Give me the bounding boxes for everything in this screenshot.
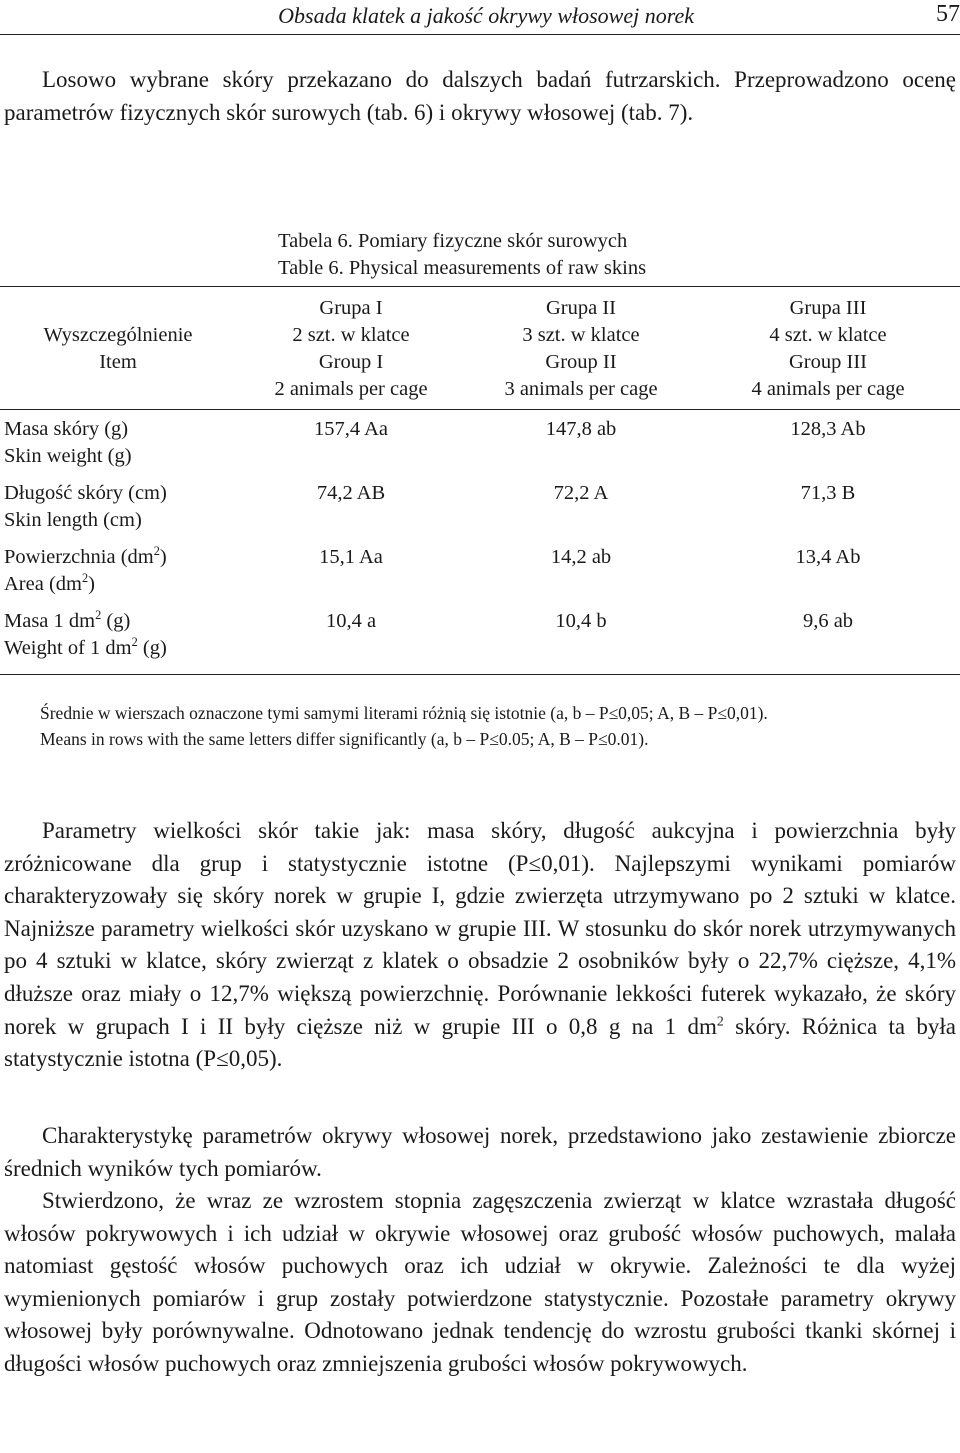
table-footnote-en: Means in rows with the same letters differ significantly (a, b – P≤0.05; A, B – P≤0.01). <box>40 729 649 749</box>
table-caption-en: Table 6. Physical measurements of raw skins <box>278 257 647 279</box>
item-column-header: Wyszczególnienie Item <box>43 324 193 373</box>
table-header-row <box>0 287 960 410</box>
table-row <box>0 410 960 481</box>
body-paragraph-1: Parametry wielkości skór takie jak: masa skóry, długość aukcyjna i powierzchnia były zróżnicowane dla grup i statystycznie istotne (P≤0,01). Najlepszymi wynikami pomiarów charakteryzowały się skóry norek w grupie I, gdzie zwierzęta utrzymywano po 2 sztuki w klatce. Najniższe parametry wielkości skór uzyskano w grupie III. W stosunku do skór norek utrzymywanych po 4 sztuki w klatce, skóry zwierząt z klatek o obsadzie 2 osobników były o 22,7% cięższe, 4,1% dłuższe oraz miały o 12,7% większą powierzchnię. Porównanie lekkości futerek wykazało, że skóry norek w grupach I i II były cięższe niż w grupie III o 0,8 g na 1 $dm^2$ skóry. Różnica ta była statystycznie istotna (P≤0,05). <box>4 818 956 1072</box>
cell-value: 74,2 AB <box>316 482 386 504</box>
table-footnote-pl: Średnie w wierszach oznaczone tymi samymi literami różnią się istotnie (a, b – P≤0,05; A, B – P≤0,01). <box>40 703 768 723</box>
cell-value: 13,4 Ab <box>795 546 861 568</box>
cell-value: 147,8 ab <box>545 418 617 440</box>
cell-value: 14,2 ab <box>550 546 612 568</box>
cell-value: 10,4 b <box>555 610 607 632</box>
body-paragraph-3: Stwierdzono, że wraz ze wzrostem stopnia zagęszczenia zwierząt w klatce wzrastała długość włosów pokrywowych i ich udział w okrywie włosowej oraz grubość włosów puchowych, malała natomiast gęstość włosów puchowych oraz ich udział w okrywie. Zależności te dla wyżej wymienionych pomiarów i grup zostały potwierdzone statystycznie. Pozostałe parametry okrywy włosowej były porównywalne. Odnotowano jednak tendencję do wzrostu grubości tkanki skórnej i długości włosów puchowych oraz zmniejszenia grubości włosów pokrywowych. <box>4 1188 956 1376</box>
table-row <box>0 544 960 608</box>
table-caption-pl: Tabela 6. Pomiary fizyczne skór surowych <box>278 230 628 252</box>
row-label: Długość skóry (cm) Skin length (cm) <box>4 482 167 531</box>
intro-paragraph: Losowo wybrane skóry przekazano do dalszych badań futrzarskich. Przeprowadzono ocenę parametrów fizycznych skór surowych (tab. 6) i okrywy włosowej (tab. 7). <box>4 67 956 125</box>
table-row <box>0 480 960 544</box>
cell-value: 15,1 Aa <box>319 546 383 568</box>
table-row <box>0 608 960 675</box>
table-footnote <box>40 700 768 752</box>
cell-value: 128,3 Ab <box>790 418 866 440</box>
cell-value: 10,4 a <box>325 610 377 632</box>
page-number: 57 <box>936 1 960 27</box>
running-header <box>0 0 960 35</box>
table-caption <box>278 228 646 282</box>
body-paragraph-2: Charakterystykę parametrów okrywy włosowej norek, przedstawiono jako zestawienie zbiorcze średnich wyników tych pomiarów. <box>4 1123 956 1181</box>
group-2-header: Grupa II 3 szt. w klatce Group II 3 animals per cage <box>504 297 658 400</box>
row-label: Powierzchnia $(dm^2)$ Area $(dm^2)$ <box>4 544 167 595</box>
cell-value: 9,6 ab <box>802 610 854 632</box>
group-3-header: Grupa III 4 szt. w klatce Group III 4 animals per cage <box>751 297 905 400</box>
row-label: Masa skóry (g) Skin weight (g) <box>4 418 132 467</box>
measurements-table <box>0 286 960 675</box>
group-1-header: Grupa I 2 szt. w klatce Group I 2 animals per cage <box>274 297 428 400</box>
cell-value: 157,4 Aa <box>313 418 389 440</box>
row-label: Masa 1 $dm^2$ (g) Weight of 1 $dm^2$ (g) <box>4 608 167 659</box>
running-title: Obsada klatek a jakość okrywy włosowej norek <box>278 3 694 28</box>
cell-value: 72,2 A <box>553 482 609 504</box>
cell-value: 71,3 B <box>800 482 856 504</box>
